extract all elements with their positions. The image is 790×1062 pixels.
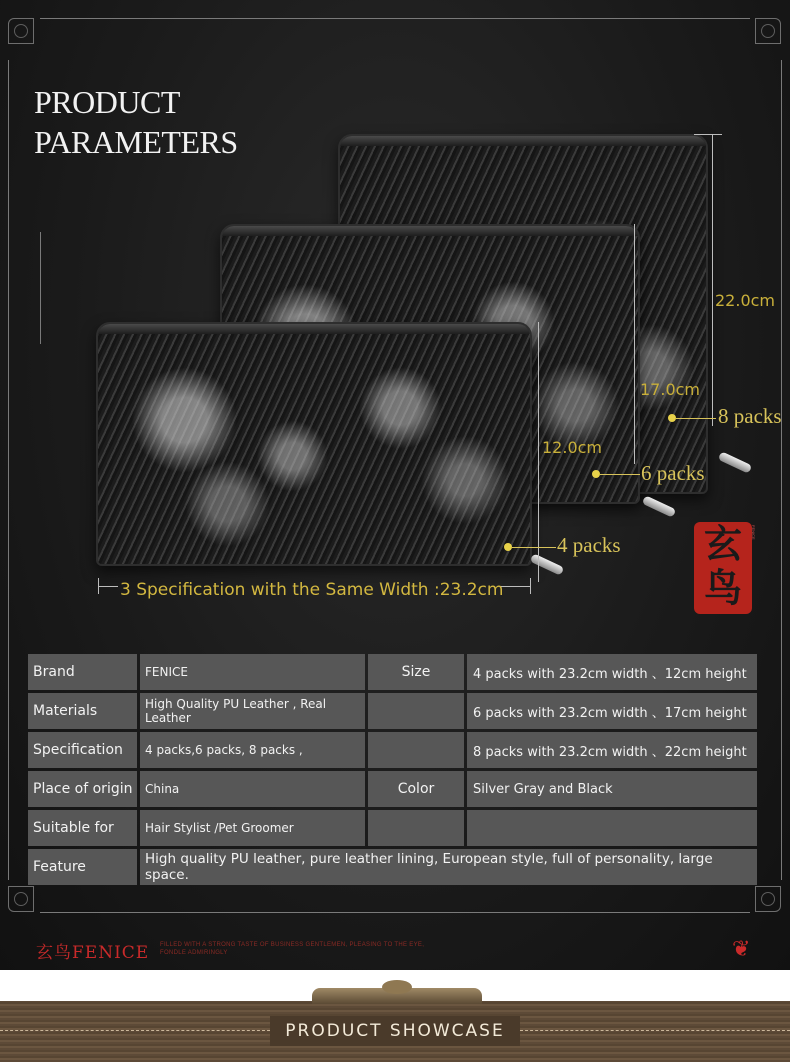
- row-value: China: [140, 771, 365, 807]
- wallet-4-packs: [96, 322, 532, 566]
- wallet-zipper: [222, 226, 638, 236]
- page-title: [34, 82, 238, 162]
- corner-ornament-icon: [755, 886, 781, 912]
- width-tick: [530, 578, 531, 594]
- row-mid-label: Color: [368, 771, 464, 807]
- table-row: [28, 654, 757, 690]
- wallet-texture: [98, 324, 530, 564]
- callout-dot: [668, 414, 676, 422]
- height-line-medium: [634, 224, 635, 464]
- row-right-value: Silver Gray and Black: [467, 771, 757, 807]
- row-value: High Quality PU Leather , Real Leather: [140, 693, 365, 729]
- corner-ornament-icon: [8, 18, 34, 44]
- zipper-pull-icon: [642, 495, 677, 518]
- parameters-table: [25, 651, 760, 888]
- row-label: Materials: [28, 693, 137, 729]
- row-mid-label: [368, 732, 464, 768]
- wallet-zipper: [340, 136, 706, 146]
- bird-logo-icon: ❦: [732, 936, 751, 961]
- table-row: [28, 849, 757, 885]
- callout-leader: [600, 474, 640, 475]
- row-mid-label: Size: [368, 654, 464, 690]
- table-row: [28, 732, 757, 768]
- row-right-value: 4 packs with 23.2cm width 、12cm height: [467, 654, 757, 690]
- brand-seal-stamp: 玄 鸟: [694, 522, 752, 614]
- height-label-small: 12.0cm: [542, 438, 603, 457]
- showcase-title: PRODUCT SHOWCASE: [270, 1016, 520, 1046]
- feature-value: High quality PU leather, pure leather lining, European style, full of personality, large space.: [140, 849, 757, 885]
- corner-ornament-icon: [8, 886, 34, 912]
- row-label: Brand: [28, 654, 137, 690]
- brand-tagline: FILLED WITH A STRONG TASTE OF BUSINESS GENTLEMEN, PLEASING TO THE EYE, FONDLE ADMIRINGLY: [160, 942, 425, 956]
- showcase-rule: [0, 1030, 270, 1031]
- row-right-value: [467, 810, 757, 846]
- corner-ornament-icon: [755, 18, 781, 44]
- height-line-small: [538, 322, 539, 582]
- title-line-1: PRODUCT: [34, 84, 180, 120]
- ornament-icon: [312, 988, 482, 1004]
- callout-dot: [592, 470, 600, 478]
- row-value: FENICE: [140, 654, 365, 690]
- height-label-medium: 17.0cm: [640, 380, 701, 399]
- pack-label-medium: 6 packs: [641, 461, 705, 485]
- row-mid-label: [368, 693, 464, 729]
- row-mid-label: [368, 810, 464, 846]
- wallet-zipper: [98, 324, 530, 334]
- showcase-rule: [520, 1030, 790, 1031]
- table-row: [28, 771, 757, 807]
- brand-logo: 玄鸟FENICE: [36, 943, 150, 963]
- callout-leader: [676, 418, 716, 419]
- width-note: 3 Specification with the Same Width :23.2cm: [120, 580, 504, 600]
- width-line: [500, 586, 530, 587]
- row-right-value: 6 packs with 23.2cm width 、17cm height: [467, 693, 757, 729]
- pack-label-small: 4 packs: [557, 533, 621, 557]
- frame-left-line: [8, 60, 9, 880]
- row-label: Place of origin: [28, 771, 137, 807]
- frame-top-line: [40, 18, 750, 19]
- height-label-large: 22.0cm: [715, 291, 776, 310]
- frame-bottom-line: [40, 912, 750, 913]
- width-line: [98, 586, 118, 587]
- frame-right-line: [781, 60, 782, 880]
- row-right-value: 8 packs with 23.2cm width 、22cm height: [467, 732, 757, 768]
- callout-leader: [512, 547, 556, 548]
- callout-dot: [504, 543, 512, 551]
- seal-side-text: FENICE: [751, 525, 756, 540]
- title-line-2: PARAMETERS: [34, 124, 238, 160]
- row-value: Hair Stylist /Pet Groomer: [140, 810, 365, 846]
- table-row: [28, 810, 757, 846]
- row-label: Suitable for: [28, 810, 137, 846]
- table-row: [28, 693, 757, 729]
- height-line-large: [712, 134, 713, 426]
- feature-label: Feature: [28, 849, 137, 885]
- pack-label-large: 8 packs: [718, 404, 782, 428]
- accent-rule: [40, 232, 41, 344]
- row-label: Specification: [28, 732, 137, 768]
- zipper-pull-icon: [718, 451, 753, 474]
- height-tick: [694, 134, 722, 135]
- row-value: 4 packs,6 packs, 8 packs ,: [140, 732, 365, 768]
